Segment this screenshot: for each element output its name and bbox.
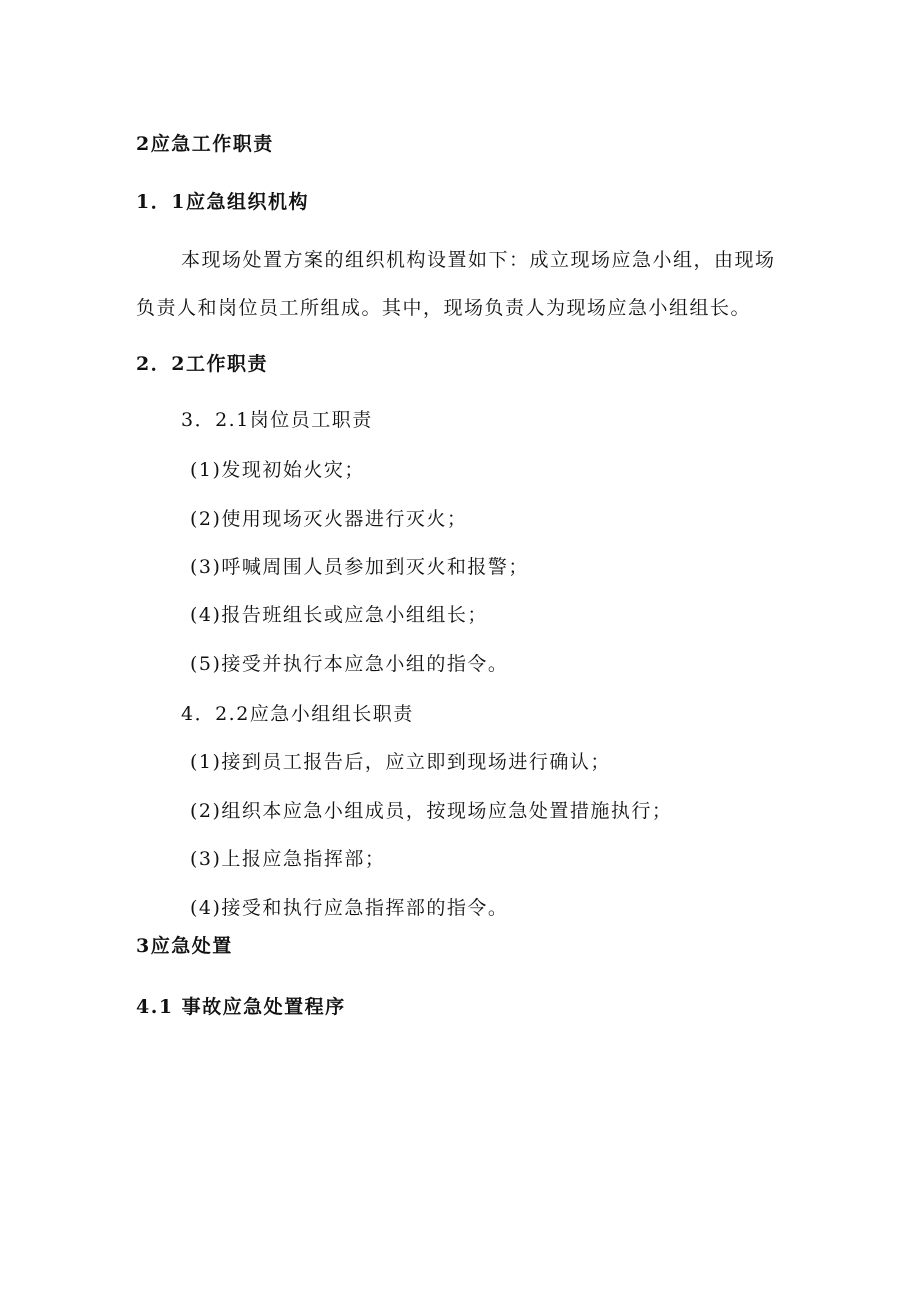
leader-duty-item: (3)上报应急指挥部； [190,848,386,870]
section-heading-2: 2应急工作职责 [136,133,274,155]
staff-duty-item: (1)发现初始火灾； [190,459,365,481]
staff-duty-item: (4)报告班组长或应急小组组长； [190,604,488,626]
leader-duty-item: (2)组织本应急小组成员，按现场应急处置措施执行； [190,800,673,822]
paragraph-line-1: 本现场处置方案的组织机构设置如下：成立现场应急小组，由现场 [181,249,776,271]
paragraph-line-2: 负责人和岗位员工所组成。其中，现场负责人为现场应急小组组长。 [136,297,752,319]
section-heading-3: 3应急处置 [136,935,233,957]
subsection-heading-3-2-1: 3．2.1岗位员工职责 [181,409,373,431]
leader-duty-item: (1)接到员工报告后，应立即到现场进行确认； [190,751,611,773]
subsection-heading-4-2-2: 4．2.2应急小组组长职责 [181,703,414,725]
staff-duty-item: (3)呼喊周围人员参加到灭火和报警； [190,556,529,578]
staff-duty-item: (5)接受并执行本应急小组的指令。 [190,653,509,675]
section-heading-1-1: 1．1应急组织机构 [136,191,309,213]
leader-duty-item: (4)接受和执行应急指挥部的指令。 [190,897,509,919]
staff-duty-item: (2)使用现场灭火器进行灭火； [190,508,468,530]
section-heading-2-2: 2．2工作职责 [136,353,268,375]
section-heading-4-1: 4.1 事故应急处置程序 [136,996,346,1018]
